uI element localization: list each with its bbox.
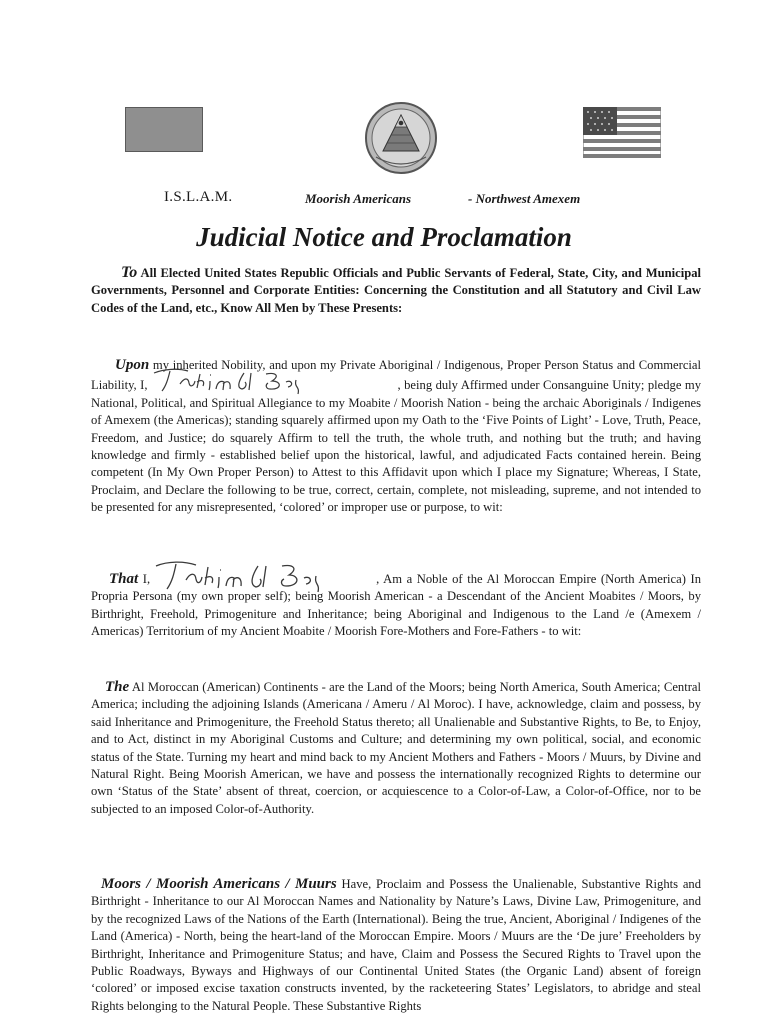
paragraph-lead: To — [121, 264, 138, 281]
northwest-amexem-label: - Northwest Amexem — [468, 191, 581, 206]
signature-image — [150, 568, 376, 586]
address-paragraph — [91, 264, 701, 317]
paragraph-text: Have, Proclaim and Possess the Unalienable, Substantive Rights and Birthright - Inheritance to our Al Moroccan Names and Nationality by Nature’s Laws, Divine Law, Primogeniture, and by the recognized Laws of the Nations of the Earth (International). Being the true, Ancient, Aboriginal / Indigenes of the Land (America) - North, being the heart-land of the Moroccan Empire. Moors / Muurs are the ‘De jure’ Freeholders by Birthright, Inheritance and Primogeniture Status; and have, Claim and Possess the Secured Rights to Travel upon the Public Roadways, Byways and Highways of our Continental United States (the Organic Land) absent of foreign ‘colored’ or imposed excise taxation constructs invented, by the racketeering States’ Legislators, to abridge and steal Rights belonging to the Natural People. These Substantive Rights — [91, 877, 702, 1013]
paragraph-text: , Am a Noble of the Al Moroccan Empire (North America) In Propria Persona (my own proper self); being Moorish American - a Descendant of the Ancient Moabites / Moors, by Birthright, Freehold, Primogeniture and Inheritance; being Aboriginal and Indigenous to the Land /e (Amexem / Americas) Territorium of my Ancient Moabite / Moorish Fore-Mothers and Fore-Fathers - to wit: — [91, 572, 701, 639]
us-flag-icon — [583, 107, 661, 158]
moorish-americans-label: Moorish Americans — [305, 191, 412, 206]
upon-paragraph — [91, 357, 701, 517]
moorish-flag-icon — [125, 107, 203, 152]
document-title: Judicial Notice and Proclamation — [196, 222, 572, 252]
paragraph-text: Al Moroccan (American) Continents - are the Land of the Moors; being North America, South America; Central America; including the adjoining Islands (Americana / Ameru / Al Moroc). I have, acknowledge, claim and possess, by said Inheritance and Primogeniture, the Freehold Status thereto; all Unalienable and Substantive Rights, to Be, to Enjoy, and to Act, distinct in my Aboriginal Customs and Culture; and determining my own political, social, and economic status of the State. Turning my heart and mind back to my Ancient Mothers and Fathers - Moors / Muurs, by Divine and Natural Right. Being Moorish American, we have and possess the internationally recognized Rights to determine our own ‘Status of the State’ absent of threat, coercion, or acquiescence to a Color-of-Law, a Color-of-Office, nor to be subjected to an imposed Color-of-Authority. — [91, 680, 701, 816]
paragraph-lead: Moors / Moorish Americans / Muurs — [101, 876, 337, 892]
paragraph-text: All Elected United States Republic Officials and Public Servants of Federal, State, City, and Municipal Governments, Personnel and Corporate Entities: Concerning the Constitution and all Statutory and Civil Law Codes of the Land, etc., Know All Men by These Presents: — [91, 266, 701, 315]
moors-paragraph — [91, 876, 701, 1015]
signature-image — [148, 374, 398, 392]
paragraph-text: my inherited Nobility, and upon my Private Aboriginal / Indigenous, Proper Person Status and Commercial Liability, I, — [91, 358, 701, 393]
islam-label: I.S.L.A.M. — [164, 189, 233, 205]
paragraph-lead: That — [109, 571, 139, 587]
the-paragraph — [91, 679, 701, 818]
paragraph-lead: Upon — [115, 357, 150, 373]
paragraph-text: I, — [138, 572, 151, 586]
great-seal-icon — [364, 101, 438, 175]
that-paragraph — [91, 568, 701, 641]
paragraph-lead: The — [105, 679, 130, 695]
paragraph-text: , being duly Affirmed under Consanguine Unity; pledge my National, Political, and Spiritual Allegiance to my Moabite / Moorish Nation - being the archaic Aboriginals / Indigenes of Amexem (the Americas); standing squarely affirmed upon my Oath to the ‘Five Points of Light’ - Love, Truth, Peace, Freedom, and Justice; do squarely Affirm to tell the truth, the whole truth, and nothing but the truth; and having knowledge and firmly - established belief upon the historical, lawful, and adjudicated Facts contained herein. Being competent (In My Own Proper Person) to Attest to this Affidavit upon which I place my Signature; Whereas, I State, Proclaim, and Declare the following to be true, correct, certain, complete, not misleading, supreme, and not intended to be presented for any misrepresented, ‘colored’ or improper use or purpose, to wit: — [91, 378, 701, 515]
